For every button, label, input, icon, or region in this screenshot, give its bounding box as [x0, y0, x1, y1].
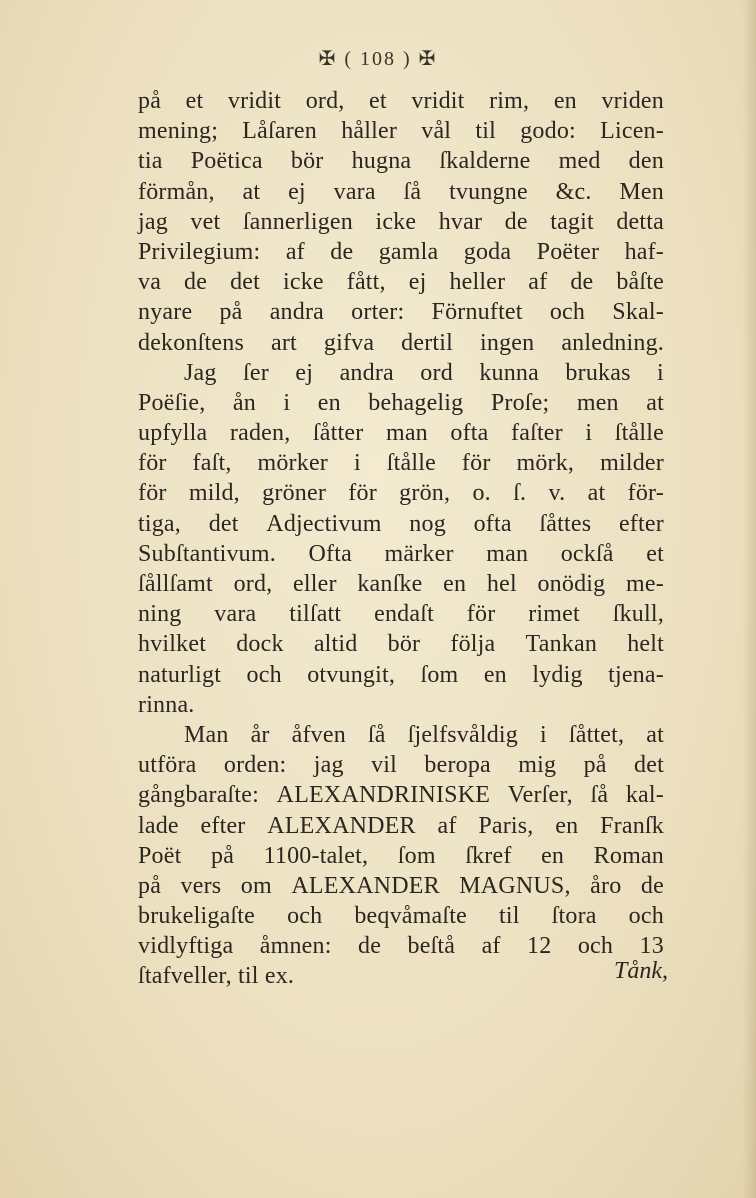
body-text [138, 86, 664, 992]
text-line: hvilket dock altid bör följa Tankan helt [138, 631, 664, 658]
text-line: utföra orden: jag vil beropa mig på det [138, 752, 664, 779]
page-edge-shadow [742, 0, 756, 1198]
text-line: lade efter ALEXANDER af Paris, en Franſk [138, 812, 664, 839]
text-line: på vers om ALEXANDER MAGNUS, åro de [138, 872, 664, 899]
text-line: ning vara tilſatt endaſt för rimet ſkull, [138, 601, 664, 628]
text-line: naturligt och otvungit, ſom en lydig tjena- [138, 661, 664, 688]
text-line: förmån, at ej vara ſå tvungne &c. Men [138, 178, 664, 205]
text-line: ſållſamt ord, eller kanſke en hel onödig me- [138, 571, 664, 597]
text-line: Subſtantivum. Ofta märker man ockſå et [138, 540, 664, 567]
text-line: va de det icke fått, ej heller af de båſte [138, 269, 664, 296]
text-line: nyare på andra orter: Förnuftet och Skal- [138, 299, 664, 326]
text-line: brukeligaſte och beqvåmaſte til ſtora och [138, 903, 664, 930]
text-line: Poëſie, ån i en behagelig Proſe; men at [138, 389, 664, 416]
text-line: rinna. [138, 691, 195, 718]
text-line: Privilegium: af de gamla goda Poëter haf- [138, 238, 664, 265]
text-line: Man år åfven ſå ſjelfsvåldig i ſåttet, at [184, 721, 664, 748]
text-line: vidlyftiga åmnen: de beſtå af 12 och 13 [138, 933, 664, 960]
text-line: mening; Låſaren håller vål til godo: Licen- [138, 118, 664, 145]
text-line: Jag ſer ej andra ord kunna brukas i [184, 359, 664, 386]
page-header: ✠ ( 108 ) ✠ [318, 48, 438, 70]
text-line: gångbaraſte: ALEXANDRINISKE Verſer, ſå kal- [138, 782, 664, 809]
catchword: Tånk, [614, 958, 668, 984]
text-line: Poët på 1100-talet, ſom ſkref en Roman [138, 842, 664, 869]
text-line: upfylla raden, ſåtter man ofta faſter i ſtålle [138, 420, 664, 447]
text-line: tiga, det Adjectivum nog ofta ſåttes efter [138, 510, 664, 537]
text-line: ſtafveller, til ex. [138, 963, 295, 990]
text-line: för mild, gröner för grön, o. ſ. v. at för- [138, 480, 664, 507]
text-line: tia Poëtica bör hugna ſkalderne med den [138, 148, 664, 175]
text-line: dekonſtens art gifva dertil ingen anledning. [138, 329, 664, 356]
text-line: jag vet ſannerligen icke hvar de tagit detta [138, 208, 664, 235]
text-line: på et vridit ord, et vridit rim, en vriden [138, 88, 664, 114]
text-line: för faſt, mörker i ſtålle för mörk, milder [138, 450, 664, 477]
